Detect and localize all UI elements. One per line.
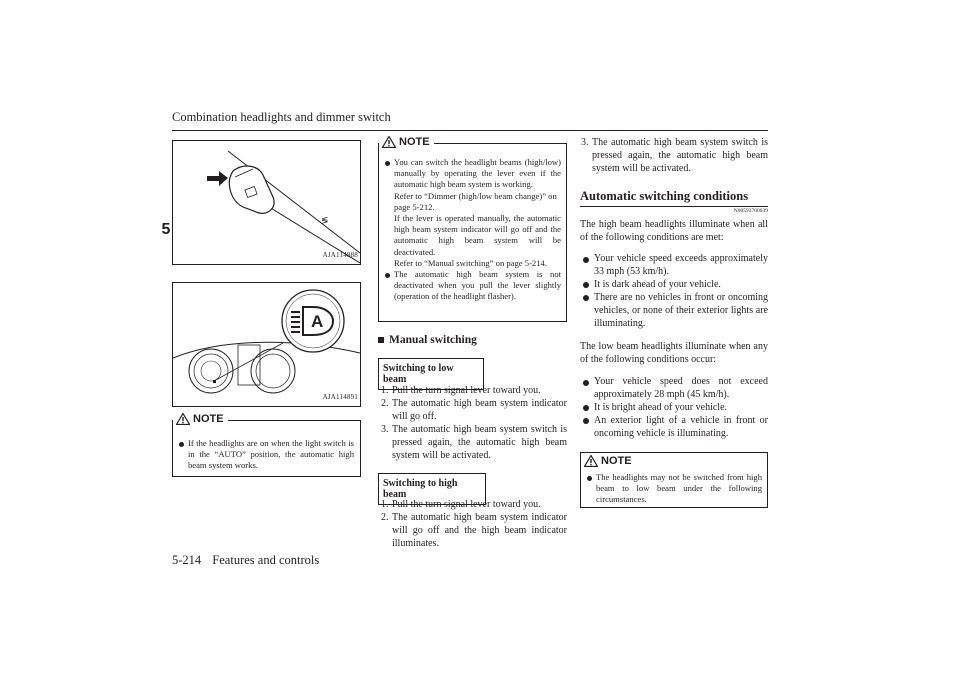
figure-label: AJA114888 [322, 251, 358, 259]
high-beam-conditions [582, 253, 768, 330]
section-heading-auto-conditions: Automatic switching conditions [580, 189, 749, 203]
section-code: N00593700039 [733, 208, 768, 214]
svg-text:A: A [311, 312, 324, 331]
condition-item: There are no vehicles in front or oncoming vehicles, or none of their exterior lights are illuminating. [582, 292, 768, 331]
note-item: If the headlights are on when the light switch is in the “AUTO” position, the automatic high beam system works. [179, 438, 354, 472]
header-rule [172, 130, 768, 131]
note-heading: NOTE [601, 455, 632, 467]
condition-item: It is bright ahead of your vehicle. [582, 402, 768, 415]
page-footer [172, 553, 327, 568]
low-beam-intro: The low beam headlights illuminate when any of the following conditions occur: [580, 341, 768, 365]
note-icon [382, 136, 396, 148]
step: 2. The automatic high beam system indicator will go off. [381, 397, 567, 422]
right-step-3 [581, 137, 768, 176]
note-item: The headlights may not be switched from high beam to low beam under the following circumstances. [587, 472, 762, 506]
meter-illustration [173, 283, 360, 406]
note-line: You can switch the headlight beams (high/low) manually by operating the lever even if the automatic high beam system is working. [394, 157, 561, 190]
subheading-low-beam: Switching to low beam [378, 358, 484, 390]
high-beam-intro: The high beam headlights illuminate when all of the following conditions are met: [580, 219, 768, 243]
note-line: Refer to “Manual switching” on page 5-214. [394, 257, 547, 268]
step: 2. The automatic high beam system indicator will go off and the high beam indicator illuminates. [381, 511, 567, 549]
note-heading: NOTE [399, 136, 430, 148]
step: 3. The automatic high beam system switch is pressed again, the automatic high beam system will be activated. [381, 423, 567, 461]
condition-item: Your vehicle speed does not exceed approximately 28 mph (45 km/h). [582, 376, 768, 402]
note-heading: NOTE [193, 413, 224, 425]
svg-text:≶: ≶ [321, 216, 329, 226]
square-bullet-icon [378, 337, 384, 343]
note-item: The automatic high beam system is not deactivated when you pull the lever slightly (operation of the headlight flasher). [385, 269, 561, 303]
page-header-title: Combination headlights and dimmer switch [172, 110, 391, 124]
figure-lever [172, 140, 361, 265]
condition-item: It is dark ahead of your vehicle. [582, 279, 768, 292]
low-beam-conditions [582, 376, 768, 441]
section-rule [580, 206, 768, 207]
footer-section: Features and controls [212, 553, 320, 567]
note-box-middle [378, 136, 567, 322]
note-icon [584, 455, 598, 467]
note-box-right [580, 452, 768, 508]
condition-item: An exterior light of a vehicle in front or oncoming vehicle is illuminating. [582, 415, 768, 441]
high-beam-steps [381, 499, 567, 551]
step: 3. The automatic high beam system switch is pressed again, the automatic high beam system will be activated. [581, 137, 768, 174]
subheading-high-beam: Switching to high beam [378, 473, 486, 505]
chapter-tab: 5 [155, 218, 177, 242]
note-line: Refer to “Dimmer (high/low beam change)” on page 5-212. [394, 190, 557, 212]
figure-label: AJA114891 [322, 393, 358, 401]
page-number: 5-214 [172, 553, 202, 567]
figure-indicator [172, 282, 361, 407]
note-box-left [172, 413, 361, 477]
arrow-icon [207, 171, 229, 187]
note-icon [176, 413, 190, 425]
lever-illustration [173, 141, 360, 264]
low-beam-steps [381, 385, 567, 462]
note-item [385, 157, 561, 269]
condition-item: Your vehicle speed exceeds approximately 33 mph (53 km/h). [582, 253, 768, 279]
note-line: If the lever is operated manually, the automatic high beam system indicator will go off and the automatic high beam system will be deactivated. [394, 213, 561, 257]
step: 1. Pull the turn signal lever toward you. [381, 499, 541, 510]
section-heading-manual-switching: Manual switching [378, 334, 477, 346]
step: 1. Pull the turn signal lever toward you. [381, 385, 541, 396]
